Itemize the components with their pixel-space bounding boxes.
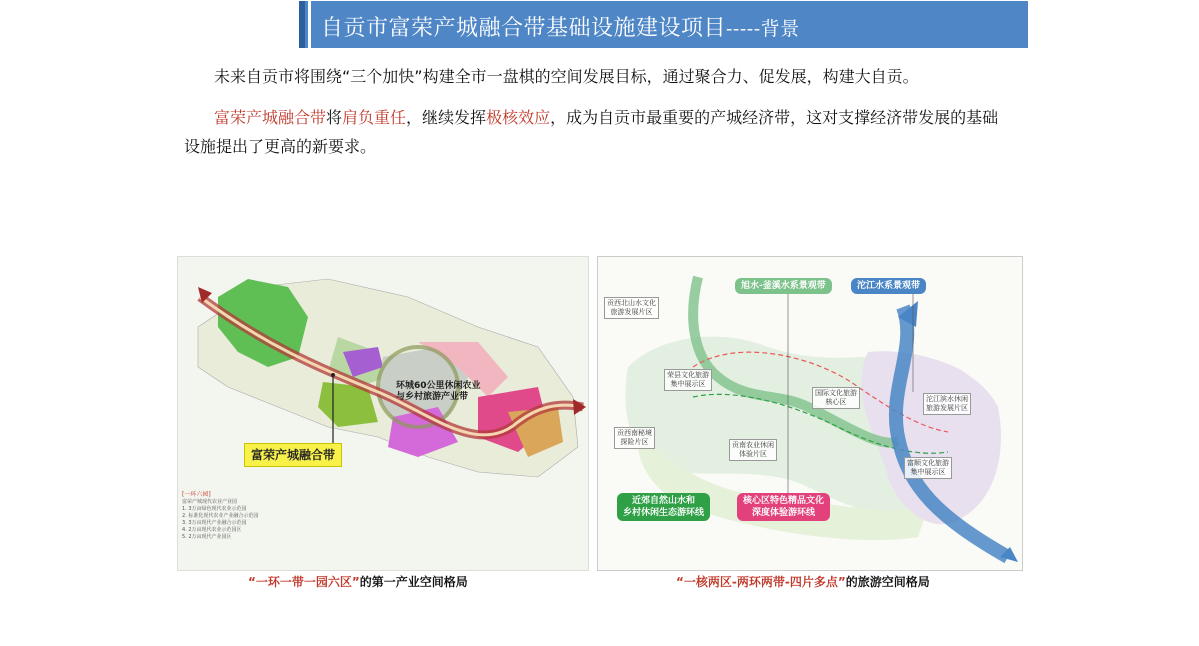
map2-caption	[676, 573, 930, 590]
belt-label: 富荣产城融合带	[244, 443, 342, 467]
ring-label: 环城60公里休闲农业 与乡村旅游产业带	[396, 381, 481, 402]
zone-label: 贡西南秘境 探险片区	[614, 427, 655, 449]
legend-item: 2. 标准化现代农业产业融合示范园	[182, 513, 259, 519]
para2-seg: ，继续发挥	[406, 108, 487, 127]
para2-seg: 将	[326, 108, 343, 127]
para2-seg: ，成为自贡市最重要的产城经济带，这对支撑经济带发展的基础设施提出了更高的新要求。	[184, 108, 999, 156]
legend-title: [一环六园]	[182, 491, 211, 498]
zone-label: 沱江滨水休闲 旅游发展片区	[923, 393, 971, 415]
tag-pink-loop: 核心区特色精品文化 深度体验游环线	[737, 493, 830, 521]
zone-label: 贡南农业休闲 体验片区	[729, 439, 777, 461]
tag-xushui-band: 旭水-釜溪水系景观带	[735, 278, 832, 294]
title-accent	[299, 1, 305, 48]
legend-list	[182, 499, 258, 541]
zone-label: 国际文化旅游 核心区	[812, 387, 860, 409]
industry-map	[177, 256, 589, 571]
title-accent-line	[308, 1, 311, 48]
legend-item: 5. 2万亩现代产业园区	[182, 534, 232, 540]
map1-caption	[248, 573, 468, 590]
map1-caption-highlight: “一环一带一园六区”	[248, 575, 360, 589]
paragraph-2	[184, 103, 1014, 161]
title-bar	[299, 1, 1028, 48]
zone-label: 荣县文化旅游 集中展示区	[664, 369, 712, 391]
page-title	[321, 11, 800, 42]
para2-seg: 极核效应	[486, 108, 551, 127]
legend-item: 3. 3万亩现代产业融合示范园	[182, 520, 247, 526]
map2-caption-rest: 的旅游空间格局	[845, 575, 930, 589]
para2-seg: 肩负重任	[342, 108, 407, 127]
page-title-main: 自贡市富荣产城融合带基础设施建设项目	[321, 16, 727, 41]
paragraph-1: 未来自贡市将围绕“三个加快”构建全市一盘棋的空间发展目标，通过聚合力、促发展，构建大自贡。	[214, 67, 919, 86]
tag-tuojiang-band: 沱江水系景观带	[851, 278, 926, 294]
para2-seg: 富荣产城融合带	[214, 108, 327, 127]
legend-item: 富荣产城现代农业产业园	[182, 499, 238, 505]
map2-caption-highlight: “一核两区-两环两带-四片多点”	[676, 575, 846, 589]
tourism-map	[597, 256, 1023, 571]
legend-item: 1. 3万亩绿色现代农业示范园	[182, 506, 247, 512]
map1-caption-rest: 的第一产业空间格局	[359, 575, 468, 589]
tag-green-loop: 近郊自然山水和 乡村休闲生态游环线	[617, 493, 710, 521]
zone-label: 富顺文化旅游 集中展示区	[904, 457, 952, 479]
zone-label: 贡西北山水文化 旅游发展片区	[604, 297, 659, 319]
legend-item: 4. 2万亩现代农业示范园区	[182, 527, 242, 533]
page-title-suffix: -----背景	[726, 18, 800, 40]
